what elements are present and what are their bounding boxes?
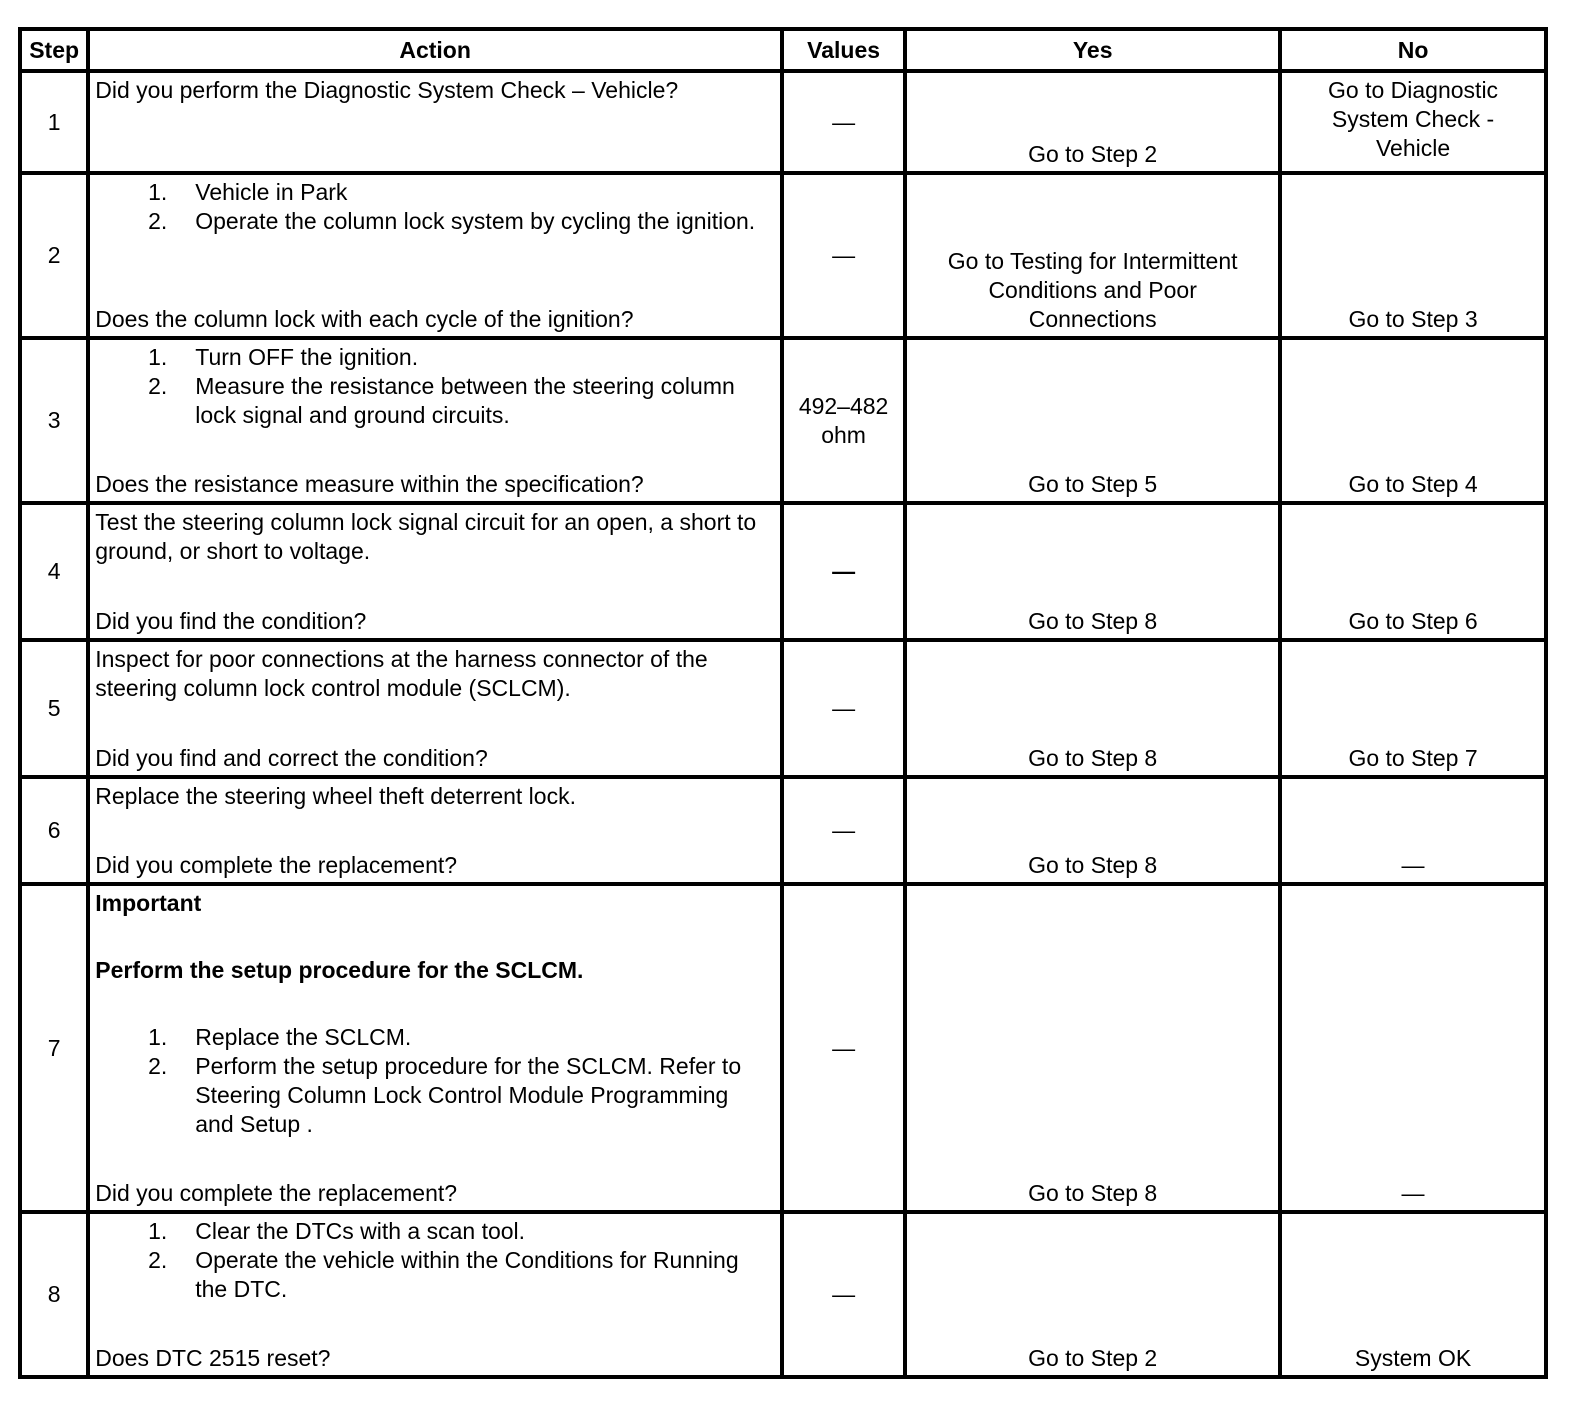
yes-cell: Go to Step 2: [905, 1212, 1280, 1377]
action-steps: [95, 343, 772, 430]
action-question: Does the resistance measure within the specification?: [95, 471, 644, 497]
yes-text: Go to Testing for Intermittent Conditions and Poor Connections: [947, 248, 1238, 332]
action-steps: [95, 178, 772, 236]
value-cell: —: [782, 884, 905, 1212]
action-question: Did you find and correct the condition?: [95, 745, 488, 771]
action-question: Does the column lock with each cycle of the ignition?: [95, 306, 634, 332]
step-number: 4: [20, 503, 88, 640]
diagnostic-table: [18, 27, 1548, 1379]
no-cell: —: [1280, 884, 1546, 1212]
no-cell: Go to Step 4: [1280, 338, 1546, 503]
list-item: 2. Measure the resistance between the steering column lock signal and ground circuits.: [148, 373, 735, 428]
value-cell: —: [782, 173, 905, 338]
header-values: Values: [782, 29, 905, 71]
value-cell: [782, 338, 905, 503]
table-row: [20, 777, 1546, 884]
list-item: 1. Replace the SCLCM.: [148, 1024, 412, 1050]
action-cell: [88, 71, 782, 173]
header-yes: Yes: [905, 29, 1280, 71]
table-row: [20, 173, 1546, 338]
action-cell: [88, 1212, 782, 1377]
no-cell: [1280, 71, 1546, 173]
value-cell: —: [782, 71, 905, 173]
no-cell: —: [1280, 777, 1546, 884]
step-number: 7: [20, 884, 88, 1212]
action-steps: [95, 1217, 772, 1304]
header-step: Step: [20, 29, 88, 71]
action-text: Test the steering column lock signal circuit for an open, a short to ground, or short to voltage.: [95, 509, 757, 564]
yes-cell: Go to Step 8: [905, 884, 1280, 1212]
list-item: 2. Operate the column lock system by cycling the ignition.: [148, 208, 756, 234]
action-cell: [88, 503, 782, 640]
table-row: [20, 71, 1546, 173]
action-question: Does DTC 2515 reset?: [95, 1345, 331, 1371]
action-cell: [88, 173, 782, 338]
yes-cell: Go to Step 8: [905, 503, 1280, 640]
action-cell: [88, 338, 782, 503]
header-no: No: [1280, 29, 1546, 71]
header-action: Action: [88, 29, 782, 71]
table-row: [20, 640, 1546, 777]
table-row: [20, 884, 1546, 1212]
important-label: Important: [95, 890, 202, 916]
value-cell: —: [782, 777, 905, 884]
step-number: 6: [20, 777, 88, 884]
yes-cell: Go to Step 2: [905, 71, 1280, 173]
step-number: 8: [20, 1212, 88, 1377]
list-item: 1. Turn OFF the ignition.: [148, 344, 419, 370]
value-cell: —: [782, 503, 905, 640]
table-row: [20, 338, 1546, 503]
table-row: [20, 503, 1546, 640]
yes-cell: [905, 173, 1280, 338]
table-row: [20, 1212, 1546, 1377]
list-item: 2. Perform the setup procedure for the SCLCM. Refer to Steering Column Lock Control Module Programming and Setup .: [148, 1053, 742, 1137]
value-cell: —: [782, 1212, 905, 1377]
list-item: 2. Operate the vehicle within the Conditions for Running the DTC.: [148, 1247, 739, 1302]
step-number: 3: [20, 338, 88, 503]
action-question: Did you find the condition?: [95, 608, 367, 634]
step-number: 1: [20, 71, 88, 173]
yes-cell: Go to Step 5: [905, 338, 1280, 503]
value-text: 492–482 ohm: [798, 392, 889, 448]
no-cell: Go to Step 3: [1280, 173, 1546, 338]
action-cell: [88, 777, 782, 884]
list-item: 1. Vehicle in Park: [148, 179, 348, 205]
action-cell: [88, 884, 782, 1212]
list-item: 1. Clear the DTCs with a scan tool.: [148, 1218, 526, 1244]
important-text: Perform the setup procedure for the SCLCM.: [95, 957, 584, 983]
no-cell: Go to Step 7: [1280, 640, 1546, 777]
action-steps: [95, 1023, 772, 1139]
action-text: Did you perform the Diagnostic System Check – Vehicle?: [95, 77, 679, 103]
action-cell: [88, 640, 782, 777]
action-question: Did you complete the replacement?: [95, 1180, 458, 1206]
action-text: Replace the steering wheel theft deterrent lock.: [95, 783, 576, 809]
step-number: 2: [20, 173, 88, 338]
no-cell: Go to Step 6: [1280, 503, 1546, 640]
action-text: Inspect for poor connections at the harness connector of the steering column lock control module (SCLCM).: [95, 646, 708, 701]
yes-cell: Go to Step 8: [905, 640, 1280, 777]
important-block: [95, 889, 772, 1139]
no-cell: System OK: [1280, 1212, 1546, 1377]
value-cell: —: [782, 640, 905, 777]
no-text: Go to Diagnostic System Check - Vehicle: [1328, 77, 1499, 161]
step-number: 5: [20, 640, 88, 777]
yes-cell: Go to Step 8: [905, 777, 1280, 884]
header-row: [20, 29, 1546, 71]
action-question: Did you complete the replacement?: [95, 852, 458, 878]
